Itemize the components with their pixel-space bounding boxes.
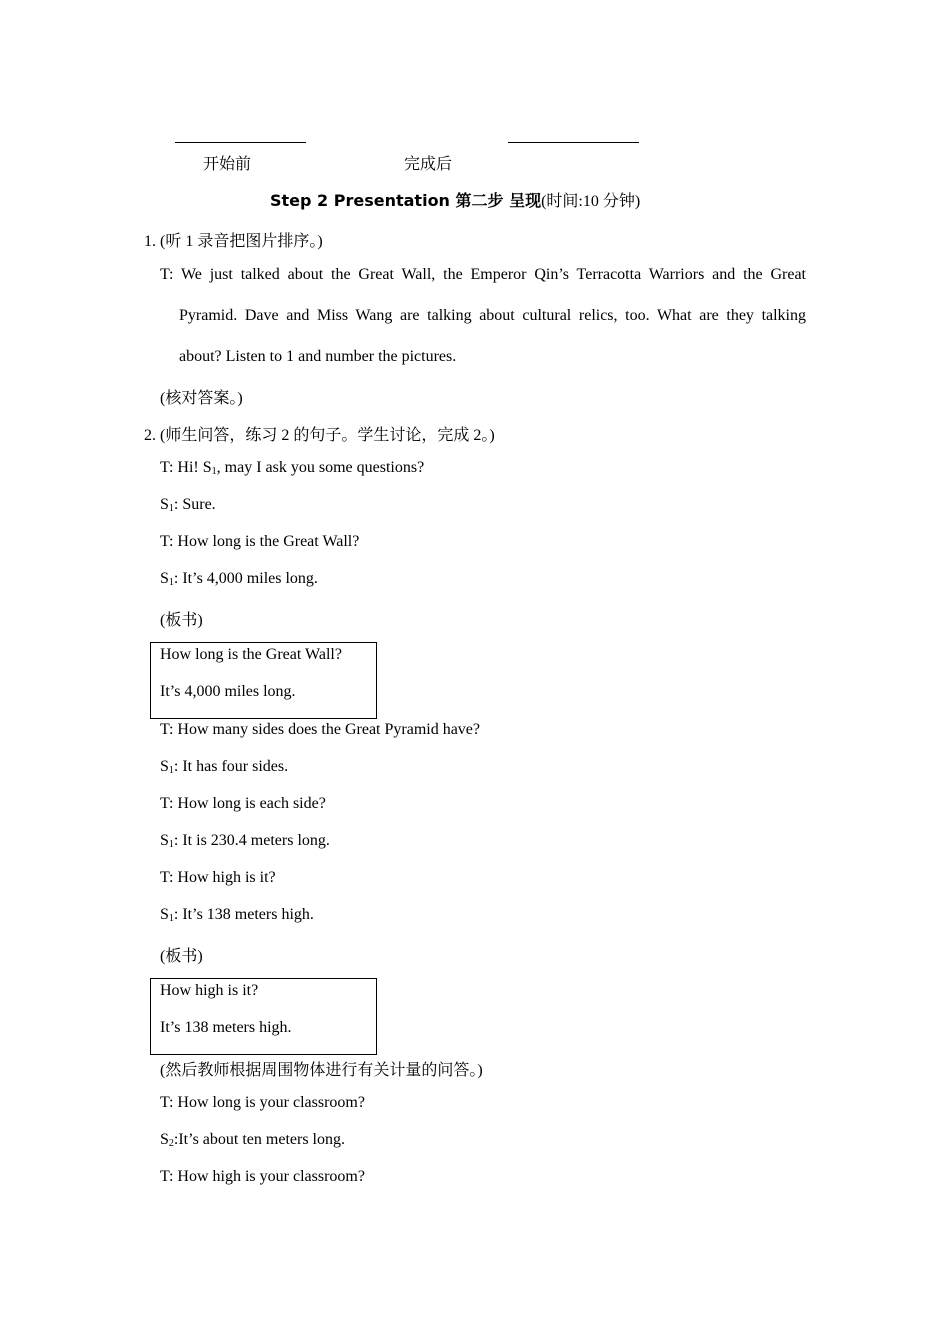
board-note: (板书) [160, 612, 203, 629]
dialogue-line: T: How long is each side? [160, 795, 326, 812]
item1-teacher-line1: T: We just talked about the Great Wall, the Emperor Qin’s Terracotta Warriors and the Great [160, 266, 806, 283]
item1-teacher-line2: Pyramid. Dave and Miss Wang are talking about cultural relics, too. What are they talking [179, 307, 806, 324]
teacher-note: (然后教师根据周围物体进行有关计量的问答。) [160, 1062, 483, 1079]
dialogue-line: T: How high is it? [160, 869, 276, 886]
item2-label: 2. (师生问答，练习 2 的句子。学生讨论，完成 2。) [144, 427, 495, 444]
after-label: 完成后 [404, 156, 453, 173]
dialogue-line: $S_1$: Sure. [160, 496, 216, 514]
dialogue-line: $S_1$: It is 230.4 meters long. [160, 832, 330, 850]
item1-label: 1. (听 1 录音把图片排序。) [144, 233, 323, 250]
box2-line1: How high is it? [160, 982, 259, 999]
dialogue-line: T: How high is your classroom? [160, 1168, 365, 1185]
board-note: (板书) [160, 948, 203, 965]
step-time: (时间:10 分钟) [541, 193, 641, 210]
item1-check: (核对答案。) [160, 390, 243, 407]
before-label: 开始前 [203, 156, 252, 173]
box1-line2: It’s 4,000 miles long. [160, 683, 296, 700]
step-title: Step 2 Presentation 第二步 呈现 [270, 191, 542, 210]
dialogue-line: T: How long is the Great Wall? [160, 533, 360, 550]
dialogue-line: $S_2:It’s$ about ten meters long. [160, 1131, 345, 1149]
dialogue-line: $S_1$: It’s 4,000 miles long. [160, 570, 318, 588]
item1-teacher-line3: about? Listen to 1 and number the pictures. [179, 348, 457, 365]
dialogue-line: $S_1$: It’s 138 meters high. [160, 906, 314, 924]
dialogue-line: T: How long is your classroom? [160, 1094, 365, 1111]
dialogue-line: $S_1$: It has four sides. [160, 758, 289, 776]
step-heading [270, 188, 640, 211]
before-blank-line [175, 142, 306, 143]
box1-line1: How long is the Great Wall? [160, 646, 342, 663]
after-blank-line [508, 142, 639, 143]
box2-line2: It’s 138 meters high. [160, 1019, 292, 1036]
dialogue-line: T: Hi! $S_1$, may I ask you some questions? [160, 459, 425, 477]
dialogue-line: T: How many sides does the Great Pyramid have? [160, 721, 481, 738]
